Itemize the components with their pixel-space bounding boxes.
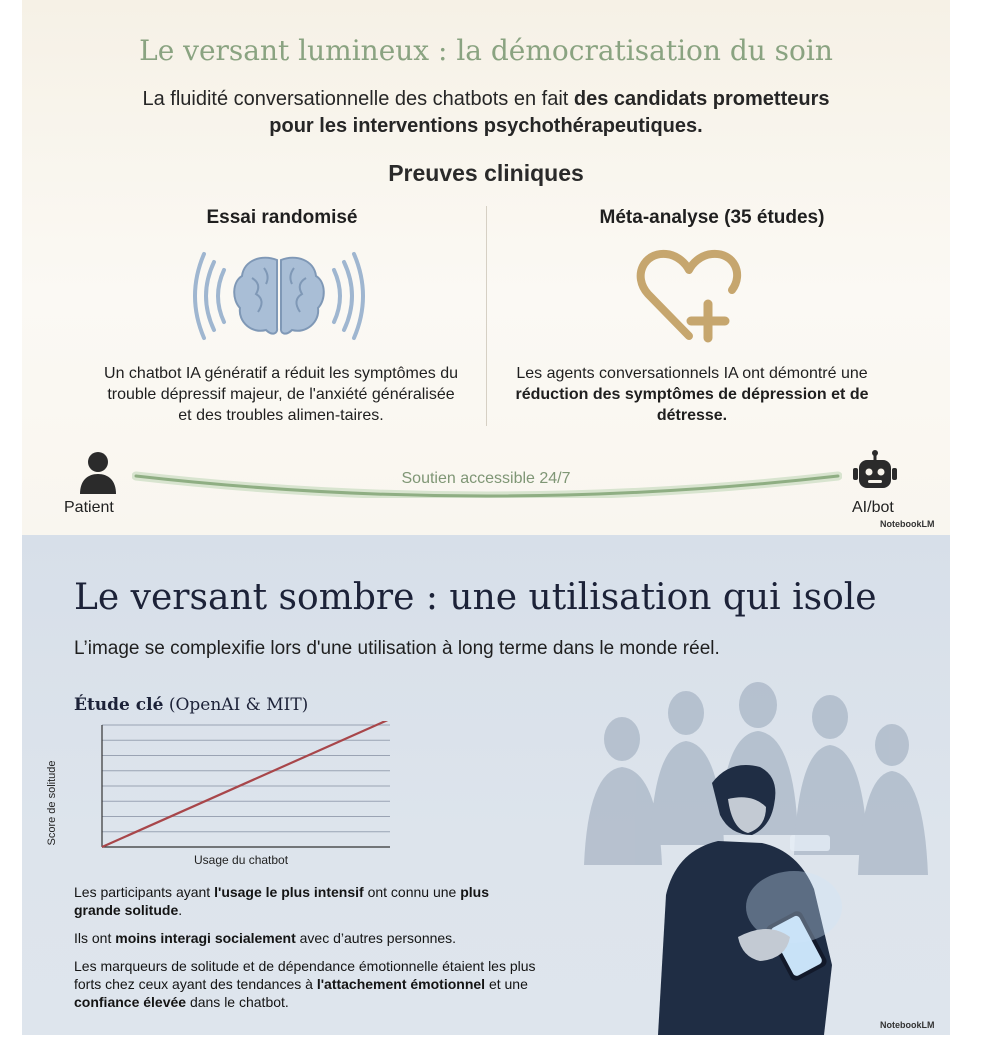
text: Ils ont bbox=[74, 930, 116, 946]
dark-side-subtitle: L’image se complexifie lors d'une utilisation à long terme dans le monde réel. bbox=[74, 638, 720, 659]
subtitle-plain: La fluidité conversationnelle des chatbots en fait bbox=[142, 88, 574, 110]
robot-icon bbox=[852, 450, 898, 494]
text: confiance élevée bbox=[74, 994, 187, 1010]
loneliness-chart bbox=[78, 721, 398, 871]
brain-icon bbox=[192, 248, 366, 344]
chart-x-label: Usage du chatbot bbox=[194, 853, 289, 867]
text: avec d’autres personnes. bbox=[295, 930, 457, 946]
meta-text-plain: Les agents conversationnels IA ont démontré une bbox=[516, 365, 868, 382]
text: Les marqueurs de solitude et de dépendance émotionnelle étaient les plus forts chez ceux ayant des tendances à bbox=[74, 958, 536, 992]
column-divider bbox=[486, 206, 487, 426]
randomized-trial-text: Un chatbot IA génératif a réduit les symptômes du trouble dépressif majeur, de l'anxiété généralisée et des troubles alimen-taires. bbox=[104, 365, 458, 424]
text: et une bbox=[485, 976, 528, 992]
text: . bbox=[178, 902, 183, 918]
meta-text-bold: réduction des symptômes de dépression et de détresse. bbox=[515, 386, 869, 424]
key-study-bold: Étude clé bbox=[74, 695, 164, 715]
bot-label: AI/bot bbox=[852, 499, 894, 516]
notebooklm-watermark: NotebookLM bbox=[880, 519, 935, 529]
key-study-heading bbox=[74, 695, 308, 715]
isolated-person-illustration bbox=[562, 675, 942, 1035]
finding-dependence bbox=[74, 957, 544, 1011]
randomized-trial-heading: Essai randomisé bbox=[206, 207, 358, 228]
text: plus grande solitude bbox=[74, 884, 489, 918]
dark-side-panel bbox=[22, 535, 950, 1035]
notebooklm-watermark: NotebookLM bbox=[880, 1020, 935, 1030]
text: l'usage le plus intensif bbox=[214, 884, 364, 900]
text: Les participants ayant bbox=[74, 884, 215, 900]
text: dans le chatbot. bbox=[186, 994, 289, 1010]
support-label: Soutien accessible 24/7 bbox=[401, 470, 571, 487]
bright-side-panel bbox=[22, 0, 950, 535]
chart-y-label: Score de solitude bbox=[46, 760, 58, 846]
meta-analysis-heading: Méta-analyse (35 études) bbox=[599, 207, 825, 228]
dark-side-title: Le versant sombre : une utilisation qui isole bbox=[74, 577, 877, 618]
clinical-evidence-heading: Preuves cliniques bbox=[388, 160, 584, 186]
finding-social bbox=[74, 929, 534, 947]
text: l'attachement émotionnel bbox=[316, 976, 486, 992]
bright-side-subtitle bbox=[142, 86, 830, 140]
patient-label: Patient bbox=[64, 499, 114, 516]
text: moins interagi socialement bbox=[115, 930, 296, 946]
subtitle-bold: des candidats prometteurs pour les interventions psychothérapeutiques. bbox=[269, 88, 830, 137]
bright-side-title: Le versant lumineux : la démocratisation du soin bbox=[139, 34, 833, 67]
finding-loneliness bbox=[74, 883, 534, 919]
key-study-rest: (OpenAI & MIT) bbox=[163, 695, 309, 715]
text: ont connu une bbox=[363, 884, 461, 900]
heart-plus-icon bbox=[634, 244, 744, 348]
meta-analysis-text bbox=[514, 363, 870, 426]
